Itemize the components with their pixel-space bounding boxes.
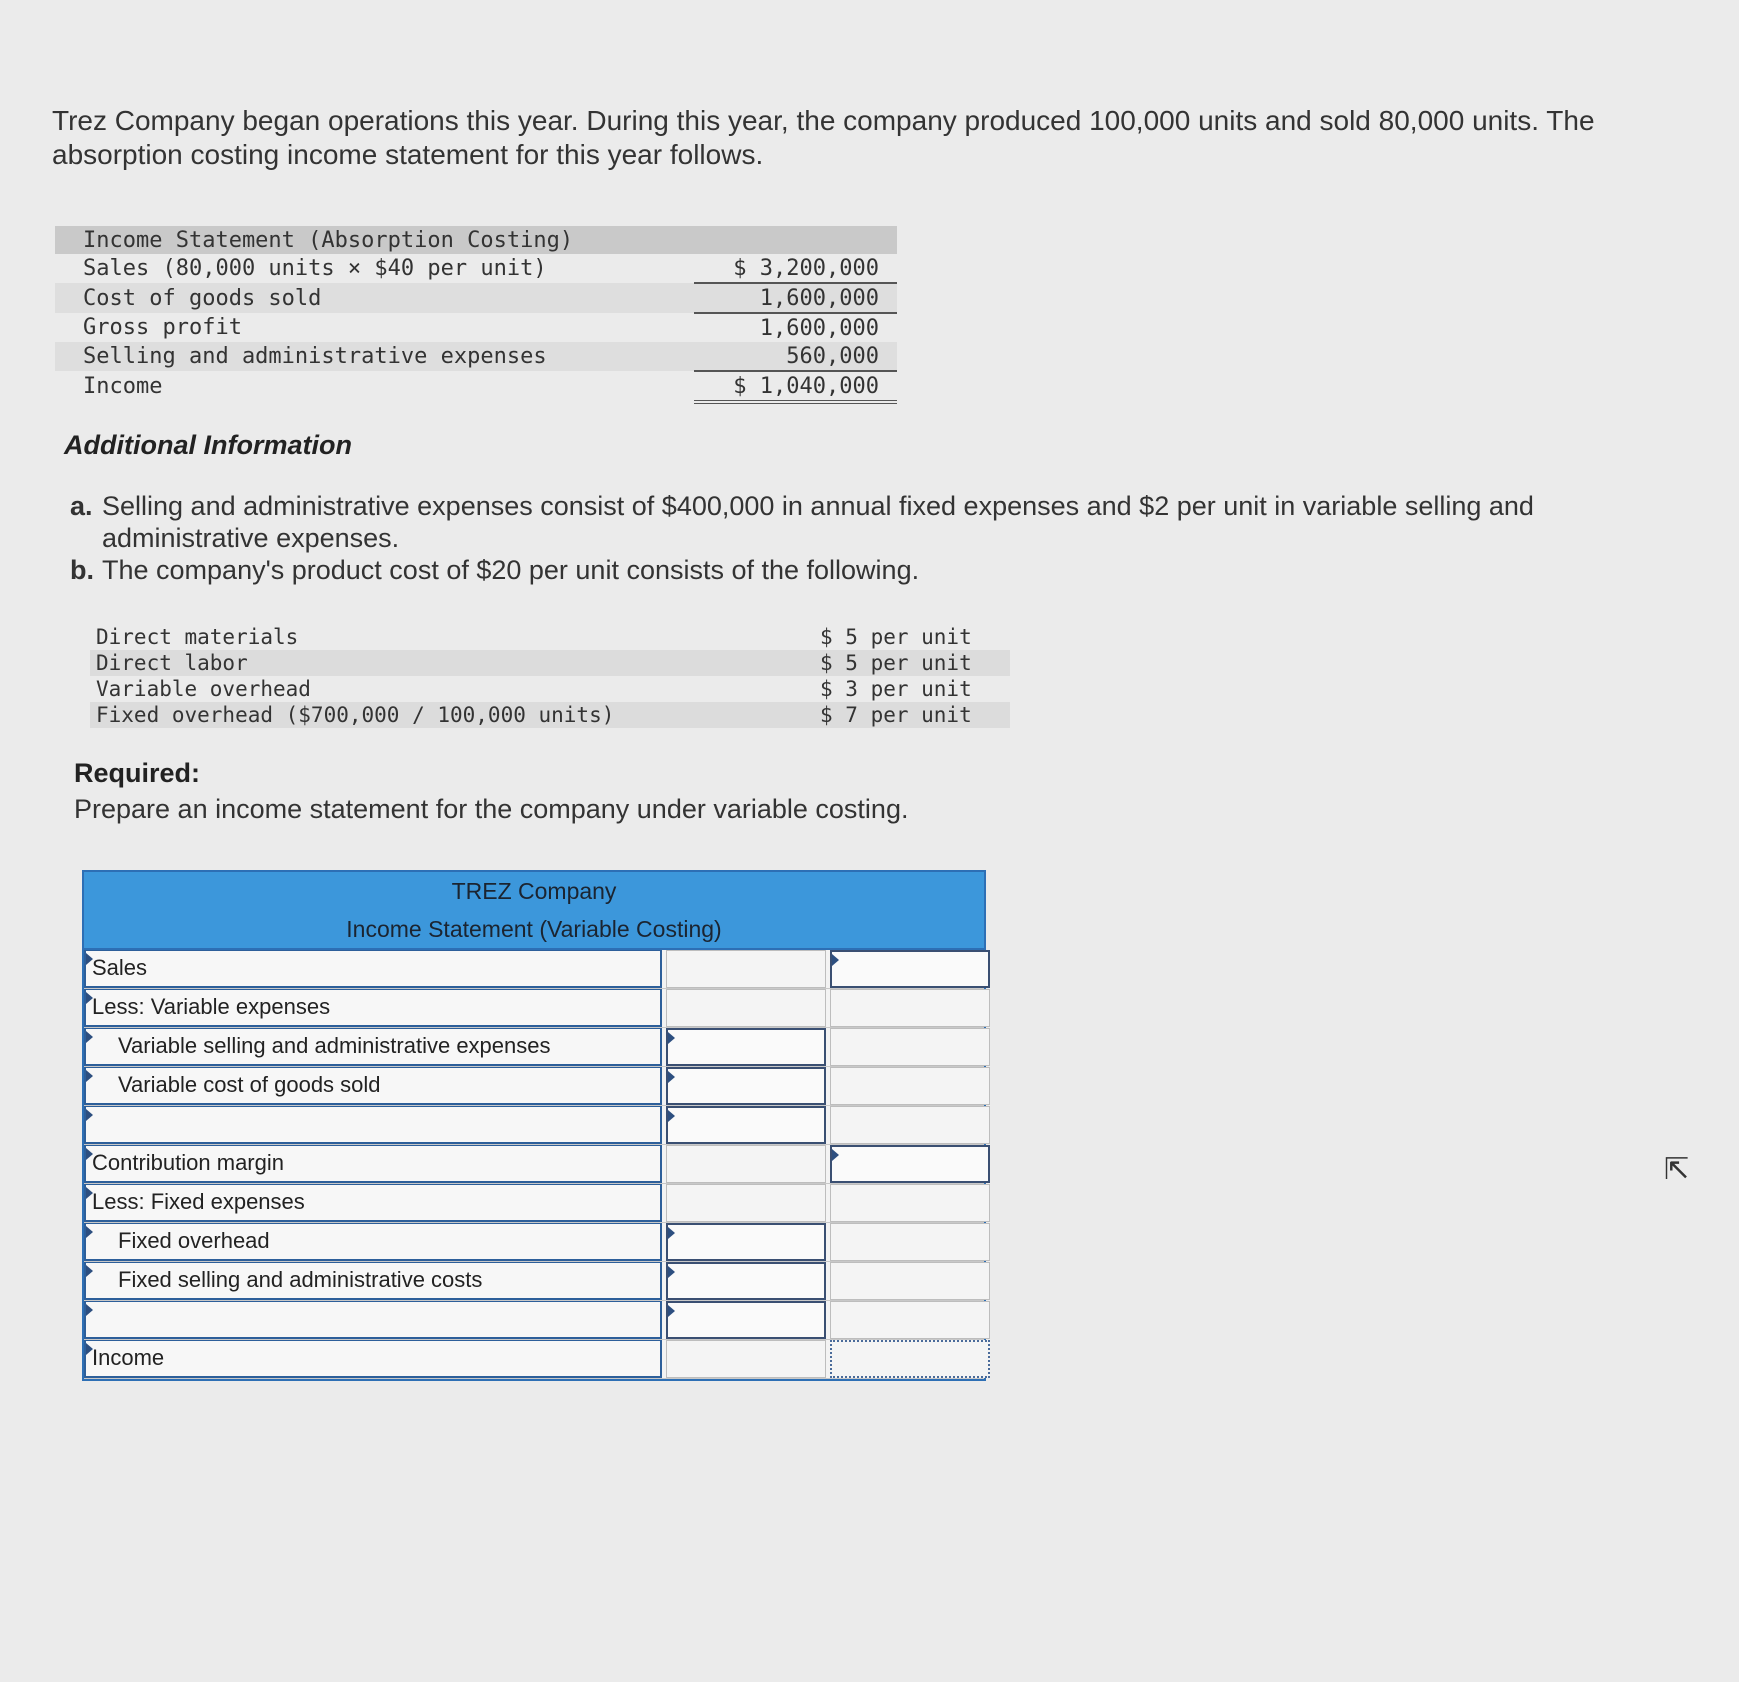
row-label-select[interactable]: Fixed overhead xyxy=(84,1223,662,1261)
table-row xyxy=(84,1340,984,1379)
amount-input-2[interactable] xyxy=(830,1067,990,1105)
abs-row-label: Income xyxy=(83,374,163,399)
amount-input-1[interactable] xyxy=(666,1106,826,1144)
cost-label: Variable overhead xyxy=(96,677,311,701)
amount-input-1[interactable] xyxy=(666,1184,826,1222)
amount-input-1[interactable] xyxy=(666,1145,826,1183)
absorption-income-statement xyxy=(55,226,897,404)
amount-input-1[interactable] xyxy=(666,1340,826,1378)
amount-input-2[interactable] xyxy=(830,1301,990,1339)
item-text: The company's product cost of $20 per unit consists of the following. xyxy=(102,555,920,585)
amount-input-2[interactable] xyxy=(830,1223,990,1261)
company-name: TREZ Company xyxy=(451,878,617,904)
item-tag: a. xyxy=(70,491,93,521)
abs-row-label: Cost of goods sold xyxy=(55,283,694,313)
amount-input-1[interactable] xyxy=(666,1223,826,1261)
income-total-input[interactable] xyxy=(830,1340,990,1378)
abs-row-amount: 1,600,000 xyxy=(759,315,879,341)
amount-input-1[interactable] xyxy=(666,1301,826,1339)
row-label-select[interactable] xyxy=(84,1106,662,1144)
row-label-select[interactable]: Contribution margin xyxy=(84,1145,662,1183)
row-label-select[interactable]: Fixed selling and administrative costs xyxy=(84,1262,662,1300)
cost-amount: $ 7 per unit xyxy=(820,702,1010,728)
table-row xyxy=(84,1223,984,1262)
product-cost-table xyxy=(90,624,1010,728)
abs-row-amount: 1,600,000 xyxy=(694,283,897,313)
amount-input-1[interactable] xyxy=(666,950,826,988)
mouse-pointer-icon: ⇱ xyxy=(1664,1153,1690,1186)
row-label-select[interactable]: Less: Fixed expenses xyxy=(84,1184,662,1222)
amount-input-1[interactable] xyxy=(666,1067,826,1105)
table-row xyxy=(84,1145,984,1184)
item-text: Selling and administrative expenses consist of $400,000 in annual fixed expenses and $2 per unit in variable selling and administrative expenses. xyxy=(102,491,1534,553)
row-label-select[interactable] xyxy=(84,1301,662,1339)
table-row xyxy=(84,1067,984,1106)
abs-row-amount: $ 1,040,000 xyxy=(694,371,897,402)
abs-row-amount: $ 3,200,000 xyxy=(694,254,897,283)
amount-input-2[interactable] xyxy=(830,1262,990,1300)
table-row xyxy=(84,1106,984,1145)
absorption-title: Income Statement (Absorption Costing) xyxy=(55,226,897,254)
variable-costing-worksheet xyxy=(82,870,986,1381)
table-row xyxy=(84,1028,984,1067)
problem-intro: Trez Company began operations this year. During this year, the company produced 100,000 units and sold 80,000 units. The absorption costing income statement for this year follows. xyxy=(52,105,1595,170)
amount-input-1[interactable] xyxy=(666,989,826,1027)
amount-input-2[interactable] xyxy=(830,1145,990,1183)
list-item xyxy=(70,554,1630,586)
amount-input-1[interactable] xyxy=(666,1028,826,1066)
amount-input-2[interactable] xyxy=(830,950,990,988)
required-title: Required: xyxy=(74,758,201,788)
abs-row-label: Gross profit xyxy=(83,315,242,340)
row-label-select[interactable]: Less: Variable expenses xyxy=(84,989,662,1027)
table-row xyxy=(84,1262,984,1301)
worksheet-title: Income Statement (Variable Costing) xyxy=(346,916,722,942)
table-row xyxy=(84,989,984,1028)
additional-info-title: Additional Information xyxy=(64,430,352,460)
row-label-select[interactable]: Income xyxy=(84,1340,662,1378)
row-label-select[interactable]: Sales xyxy=(84,950,662,988)
cost-amount: $ 5 per unit xyxy=(820,650,1010,676)
cost-amount: $ 5 per unit xyxy=(820,625,972,649)
row-label-select[interactable]: Variable selling and administrative expenses xyxy=(84,1028,662,1066)
worksheet-header xyxy=(84,872,984,950)
table-row xyxy=(84,1301,984,1340)
amount-input-2[interactable] xyxy=(830,1028,990,1066)
abs-row-label: Sales (80,000 units × $40 per unit) xyxy=(83,256,547,281)
row-label-select[interactable]: Variable cost of goods sold xyxy=(84,1067,662,1105)
cost-label: Direct materials xyxy=(96,625,299,649)
item-tag: b. xyxy=(70,555,94,585)
cost-label: Fixed overhead ($700,000 / 100,000 units) xyxy=(90,702,820,728)
table-row xyxy=(84,950,984,989)
list-item xyxy=(70,490,1630,554)
cost-amount: $ 3 per unit xyxy=(820,677,972,701)
required-text: Prepare an income statement for the company under variable costing. xyxy=(74,794,909,824)
amount-input-2[interactable] xyxy=(830,1184,990,1222)
amount-input-2[interactable] xyxy=(830,1106,990,1144)
table-row xyxy=(84,1184,984,1223)
abs-row-label: Selling and administrative expenses xyxy=(55,342,694,371)
cost-label: Direct labor xyxy=(90,650,820,676)
abs-row-amount: 560,000 xyxy=(694,342,897,371)
additional-info-list xyxy=(70,490,1630,586)
amount-input-2[interactable] xyxy=(830,989,990,1027)
amount-input-1[interactable] xyxy=(666,1262,826,1300)
